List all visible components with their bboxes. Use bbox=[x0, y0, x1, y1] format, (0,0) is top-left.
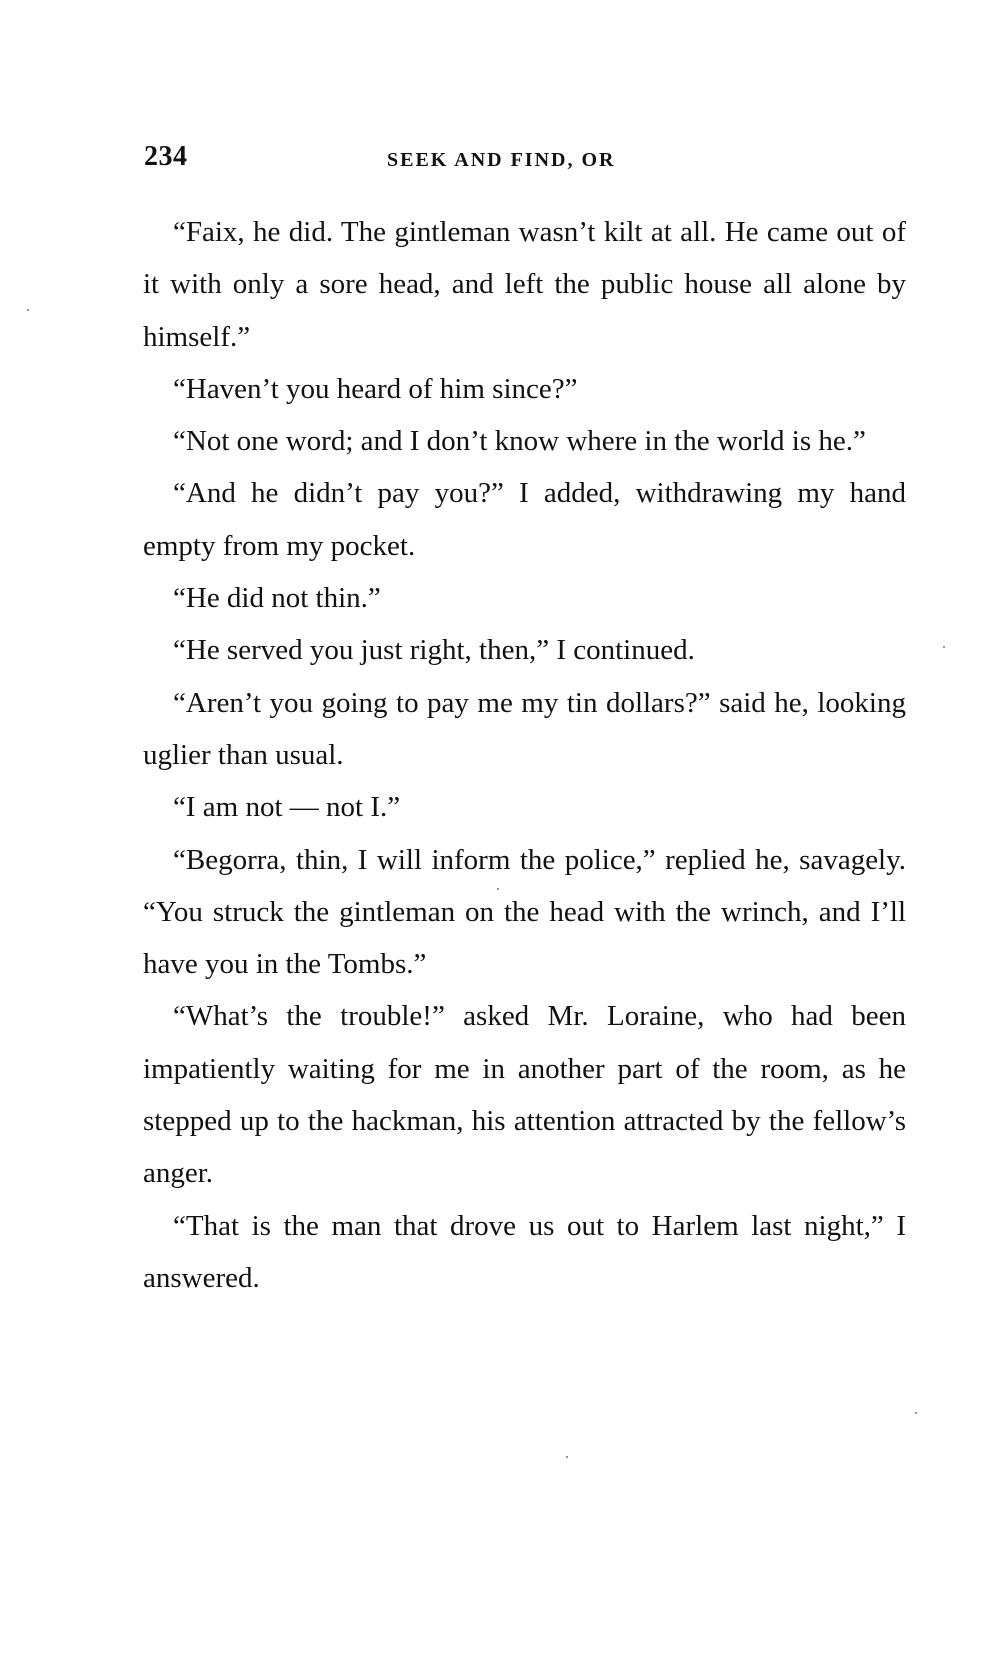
running-head: SEEK AND FIND, OR bbox=[387, 149, 616, 171]
paragraph: “Begorra, thin, I will inform the police,” replied he, savagely. “You struck the gintleman on the head with the wrinch, and I’ll have you in the Tombs.” bbox=[143, 843, 906, 981]
page-header bbox=[144, 141, 910, 183]
paragraph: “He did not thin.” bbox=[173, 582, 381, 615]
paragraph: “Not one word; and I don’t know where in the world is he.” bbox=[173, 425, 866, 458]
paragraph: “Faix, he did. The gintleman wasn’t kilt at all. He came out of it with only a sore head, and left the public house all alone by himself.” bbox=[143, 216, 906, 353]
paragraph: “Haven’t you heard of him since?” bbox=[173, 372, 578, 405]
paragraph: “That is the man that drove us out to Harlem last night,” I answered. bbox=[143, 1209, 906, 1294]
page-number: 234 bbox=[144, 141, 188, 172]
paragraph: “What’s the trouble!” asked Mr. Loraine, who had been impatiently waiting for me in another part of the room, as he stepped up to the hackman, his attention attracted by the fellow’s anger. bbox=[143, 1000, 906, 1190]
scan-speck bbox=[566, 1456, 568, 1458]
scan-speck bbox=[497, 888, 499, 890]
paragraph: “And he didn’t pay you?” I added, withdrawing my hand empty from my pocket. bbox=[143, 477, 906, 562]
scan-speck bbox=[943, 646, 945, 648]
paragraph: “Aren’t you going to pay me my tin dollars?” said he, looking uglier than usual. bbox=[143, 686, 906, 771]
body-text bbox=[143, 206, 906, 1304]
paragraph: “He served you just right, then,” I continued. bbox=[173, 634, 695, 667]
scan-speck bbox=[915, 1412, 917, 1414]
scan-speck bbox=[27, 309, 29, 311]
paragraph: “I am not — not I.” bbox=[173, 791, 401, 824]
